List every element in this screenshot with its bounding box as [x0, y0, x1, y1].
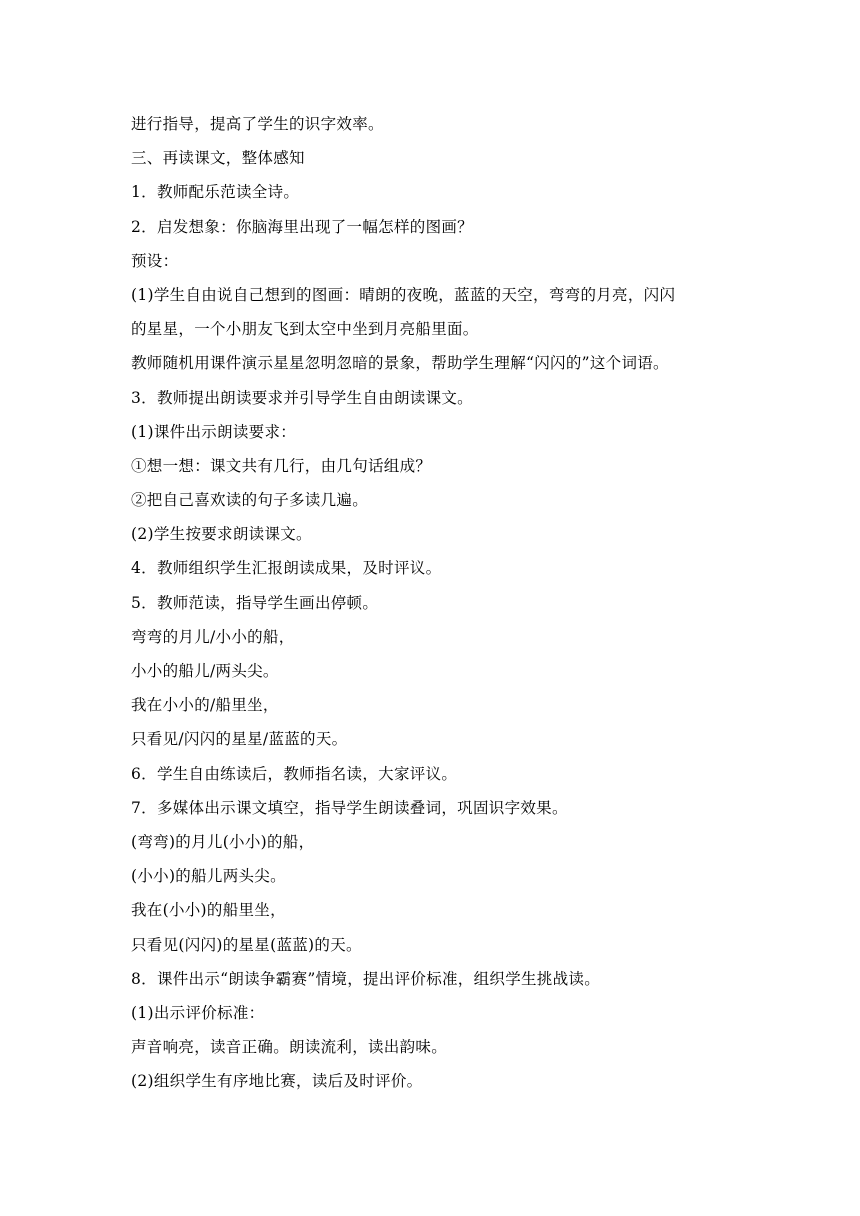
text-line: (1)课件出示朗读要求：	[131, 422, 297, 441]
document-body	[131, 107, 751, 1098]
text-line: 进行指导，提高了学生的识字效率。	[131, 115, 384, 133]
text-line: 2．启发想象：你脑海里出现了一幅怎样的图画？	[131, 217, 473, 236]
text-line: ②把自己喜欢读的句子多读几遍。	[131, 491, 369, 510]
text-line: 5．教师范读，指导学生画出停顿。	[131, 593, 379, 612]
text-line: 4．教师组织学生汇报朗读成果，及时评议。	[131, 559, 442, 578]
text-line: (2)学生按要求朗读课文。	[131, 525, 312, 544]
poem-line: 小小的船儿/两头尖。	[131, 662, 279, 680]
text-line: ①想一想：课文共有几行，由几句话组成？	[131, 456, 432, 475]
text-line: 声音响亮，读音正确。朗读流利，读出韵味。	[131, 1038, 448, 1057]
text-line: (1)出示评价标准：	[131, 1003, 265, 1022]
section-heading: 三、再读课文，整体感知	[131, 149, 305, 168]
poem-line: 我在小小的/船里坐，	[131, 696, 279, 715]
poem-line: (小小)的船儿两头尖。	[131, 867, 286, 886]
poem-line: 我在(小小)的船里坐，	[131, 901, 286, 920]
text-line: 教师随机用课件演示星星忽明忽暗的景象，帮助学生理解“闪闪的”这个词语。	[131, 354, 669, 373]
poem-line: 弯弯的月儿/小小的船，	[131, 627, 295, 646]
text-line: 7．多媒体出示课文填空，指导学生朗读叠词，巩固识字效果。	[131, 798, 568, 817]
text-line: (2)组织学生有序地比赛，读后及时评价。	[131, 1072, 423, 1091]
text-line: 1．教师配乐范读全诗。	[131, 183, 300, 202]
text-line: 的星星，一个小朋友飞到太空中坐到月亮船里面。	[131, 320, 479, 339]
poem-line: 只看见/闪闪的星星/蓝蓝的天。	[131, 730, 348, 749]
text-line: 6．学生自由练读后，教师指名读，大家评议。	[131, 764, 458, 783]
text-line: (1)学生自由说自己想到的图画：晴朗的夜晚，蓝蓝的天空，弯弯的月亮，闪闪	[131, 285, 676, 304]
poem-line: (弯弯)的月儿(小小)的船，	[131, 832, 315, 851]
text-line: 8．课件出示“朗读争霸赛”情境，提出评价标准，组织学生挑战读。	[131, 969, 601, 988]
poem-line: 只看见(闪闪)的星星(蓝蓝)的天。	[131, 935, 362, 954]
text-line: 预设：	[131, 251, 179, 270]
text-line: 3．教师提出朗读要求并引导学生自由朗读课文。	[131, 388, 473, 407]
